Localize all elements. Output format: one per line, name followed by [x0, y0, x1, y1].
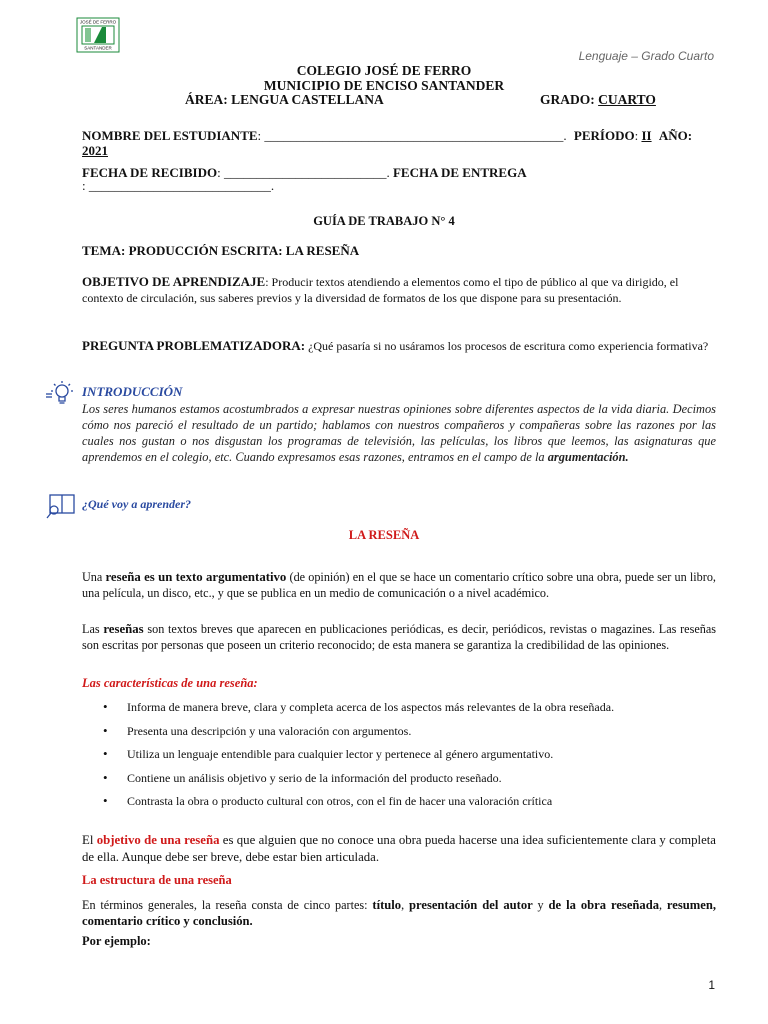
lightbulb-icon: [46, 380, 76, 408]
year-label: AÑO:: [658, 128, 693, 143]
p4-bold-1: título: [372, 898, 402, 912]
p4-sep-2: y: [532, 898, 549, 912]
student-name-blank: : ______________________________________________.: [257, 128, 567, 143]
list-item: • Utiliza un lenguaje entendible para cualquier lector y pertenece al género argumentativo.: [82, 746, 716, 770]
school-name: COLEGIO JOSÉ DE FERRO: [296, 63, 472, 78]
year-value: 2021: [82, 143, 108, 158]
area-label: ÁREA: LENGUA CASTELLANA: [185, 92, 384, 107]
paragraph-3: [82, 832, 716, 866]
period-label: PERÍODO: [573, 128, 635, 143]
p4-bold-2: presentación del autor: [408, 898, 533, 912]
p3-red: objetivo de una reseña: [96, 833, 220, 847]
student-name-line: NOMBRE DEL ESTUDIANTE: ______________________________________________. PERÍODO: II AÑO:: [82, 128, 693, 143]
logo-bottom-text: SANTANDER: [84, 45, 112, 51]
delivery-blank: : ____________________________.: [82, 178, 275, 193]
municipality: MUNICIPIO DE ENCISO SANTANDER: [263, 78, 505, 93]
p2-text-a: Las: [82, 622, 104, 636]
received-blank: : _________________________.: [217, 165, 390, 180]
paragraph-1: [82, 569, 716, 601]
paragraph-2: [82, 621, 716, 653]
p4-text-a: En términos generales, la reseña consta de cinco partes:: [82, 898, 373, 912]
objective-text: : Producir textos atendiendo a elementos como el tipo de público al que va dirigido, el contexto de circulación, sus saberes previos y la diversidad de formatos de los que dispone para su presentación.: [82, 275, 679, 305]
list-item: • Contiene un análisis objetivo y serio de la información del producto reseñado.: [82, 770, 716, 794]
p2-bold: reseñas: [103, 622, 144, 636]
objective: [82, 274, 716, 306]
list-item: • Presenta una descripción y una valoración con argumentos.: [82, 723, 716, 747]
logo-top-text: JOSÉ DE FERRO: [79, 19, 117, 25]
subject-grade-header: Lenguaje – Grado Cuarto: [578, 49, 714, 63]
p4-sep-1: ,: [401, 898, 409, 912]
problem-question: [82, 338, 716, 354]
question-label: PREGUNTA PROBLEMATIZADORA:: [82, 338, 306, 353]
p1-text-a: Una: [82, 570, 106, 584]
grade-label: GRADO:: [540, 92, 595, 107]
topic: TEMA: PRODUCCIÓN ESCRITA: LA RESEÑA: [82, 243, 360, 258]
objective-label: OBJETIVO DE APRENDIZAJE: [82, 274, 266, 289]
characteristics-list: [82, 699, 716, 817]
characteristics-title: Las características de una reseña:: [82, 676, 258, 690]
guide-title: GUÍA DE TRABAJO N° 4: [313, 214, 455, 228]
content-heading: LA RESEÑA: [348, 528, 420, 542]
learn-title: ¿Qué voy a aprender?: [82, 497, 191, 511]
structure-title: La estructura de una reseña: [82, 873, 232, 887]
p2-text-b: son textos breves que aparecen en publicaciones periódicas, es decir, periódicos, revistas o magazines. Las reseñas son escritas por personas que poseen un criterio reconocido; de esta manera se garantiza la credibilidad de las opiniones.: [82, 622, 716, 652]
example-label: Por ejemplo:: [82, 934, 151, 948]
p1-bold: reseña es un texto argumentativo: [105, 570, 287, 584]
intro-highlight: argumentación.: [547, 450, 629, 464]
p4-sep-3: ,: [659, 898, 667, 912]
question-text: ¿Qué pasaría si no usáramos los procesos de escritura como experiencia formativa?: [305, 339, 709, 353]
book-magnifier-icon: [46, 492, 78, 520]
paragraph-4: [82, 897, 716, 929]
p3-text-a: El: [82, 833, 97, 847]
delivery-label: FECHA DE ENTREGA: [392, 165, 527, 180]
school-logo: [76, 17, 120, 53]
p4-bold-4: resumen, comentario crítico y conclusión.: [82, 898, 717, 928]
intro-text: [82, 401, 716, 465]
page-number: 1: [708, 978, 715, 992]
grade-line: [540, 92, 656, 108]
p3-text-b: es que alguien que no conoce una obra pueda hacerse una idea suficientemente clara y completa de ella. Aunque debe ser breve, debe estar bien articulada.: [82, 833, 716, 864]
intro-body: Los seres humanos estamos acostumbrados a expresar nuestras opiniones sobre diferentes aspectos de la vida diaria. Decimos cómo nos pareció el resultado de un partido; hablamos con nuestros compañeros y compañeras sobre las razones por las cuales nos gustan o nos disgustan los programas de televisión, las películas, los libros que leemos, las asignaturas que aprendemos en el colegio, etc. Cuando expresamos esas razones, entramos en el campo de la: [82, 402, 716, 464]
received-label: FECHA DE RECIBIDO: [82, 165, 218, 180]
intro-title: INTRODUCCIÓN: [82, 384, 183, 399]
list-item: • Contrasta la obra o producto cultural con otros, con el fin de hacer una valoración crítica: [82, 793, 716, 817]
p1-text-b: (de opinión) en el que se hace un comentario crítico sobre una obra, puede ser un libro, una película, un disco, etc., y que se publica en un medio de comunicación o a nivel académico.: [82, 570, 716, 600]
p4-bold-3: de la obra reseñada: [548, 898, 660, 912]
period-value: II: [641, 128, 652, 143]
grade-value: CUARTO: [598, 92, 656, 107]
student-name-label: NOMBRE DEL ESTUDIANTE: [82, 128, 258, 143]
list-item: • Informa de manera breve, clara y completa acerca de los aspectos más relevantes de la obra reseñada.: [82, 699, 716, 723]
